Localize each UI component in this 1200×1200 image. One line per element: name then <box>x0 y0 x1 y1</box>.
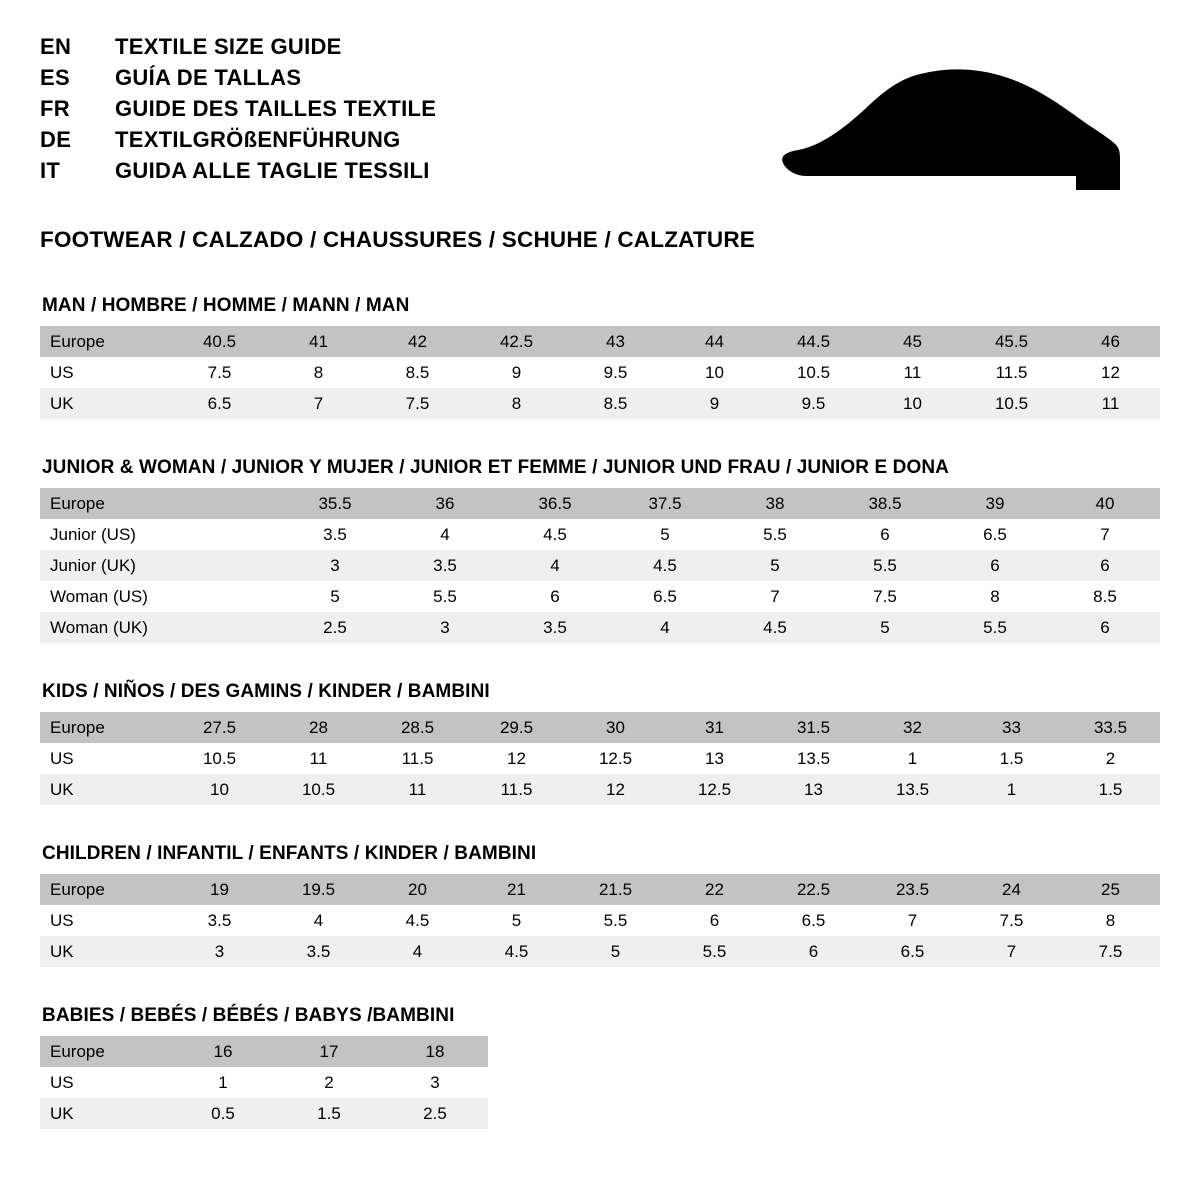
table-row <box>40 519 1160 550</box>
cell: 8.5 <box>1050 581 1160 612</box>
table-row <box>40 326 1160 357</box>
language-code: IT <box>40 158 61 183</box>
cell: 3 <box>390 612 500 643</box>
cell: 11 <box>368 774 467 805</box>
cell: 5.5 <box>665 936 764 967</box>
cell: 5 <box>566 936 665 967</box>
cell: 21 <box>467 874 566 905</box>
table-row <box>40 774 1160 805</box>
cell: 8 <box>1061 905 1160 936</box>
row-label: US <box>40 357 170 388</box>
cell: 7.5 <box>1061 936 1160 967</box>
cell: 12.5 <box>566 743 665 774</box>
section-children <box>40 843 1160 967</box>
cell: 12 <box>467 743 566 774</box>
cell <box>170 488 280 519</box>
cell: 4.5 <box>720 612 830 643</box>
cell: 8 <box>940 581 1050 612</box>
row-label: UK <box>40 1098 170 1129</box>
cell: 31 <box>665 712 764 743</box>
cell: 42.5 <box>467 326 566 357</box>
cell: 4 <box>500 550 610 581</box>
row-label: UK <box>40 774 170 805</box>
language-row <box>40 34 436 60</box>
cell: 11 <box>269 743 368 774</box>
cell: 6.5 <box>764 905 863 936</box>
table-row <box>40 550 1160 581</box>
spacer <box>40 967 1160 1005</box>
cell: 3.5 <box>500 612 610 643</box>
cell: 45.5 <box>962 326 1061 357</box>
cell: 6.5 <box>940 519 1050 550</box>
cell: 36.5 <box>500 488 610 519</box>
cell: 8.5 <box>368 357 467 388</box>
row-label: US <box>40 1067 170 1098</box>
table-row <box>40 612 1160 643</box>
cell: 10.5 <box>269 774 368 805</box>
cell: 2.5 <box>382 1098 488 1129</box>
cell: 6.5 <box>170 388 269 419</box>
cell: 9 <box>665 388 764 419</box>
section-title: JUNIOR & WOMAN / JUNIOR Y MUJER / JUNIOR ET FEMME / JUNIOR UND FRAU / JUNIOR E DONA <box>42 457 950 478</box>
cell: 31.5 <box>764 712 863 743</box>
cell <box>170 550 280 581</box>
cell: 42 <box>368 326 467 357</box>
cell: 8 <box>467 388 566 419</box>
cell: 22 <box>665 874 764 905</box>
cell: 7 <box>720 581 830 612</box>
cell: 38 <box>720 488 830 519</box>
cell: 1 <box>962 774 1061 805</box>
row-label: Junior (US) <box>40 519 170 550</box>
size-table-kids <box>40 712 1160 805</box>
cell: 44 <box>665 326 764 357</box>
row-label: UK <box>40 936 170 967</box>
cell: 13.5 <box>863 774 962 805</box>
cell: 1.5 <box>276 1098 382 1129</box>
page-title: FOOTWEAR / CALZADO / CHAUSSURES / SCHUHE / CALZATURE <box>40 227 755 252</box>
cell: 30 <box>566 712 665 743</box>
cell: 5.5 <box>940 612 1050 643</box>
spacer <box>40 253 1160 295</box>
cell: 7.5 <box>830 581 940 612</box>
cell: 11.5 <box>368 743 467 774</box>
cell: 6.5 <box>610 581 720 612</box>
section-title: KIDS / NIÑOS / DES GAMINS / KINDER / BAMBINI <box>42 681 490 702</box>
cell: 40.5 <box>170 326 269 357</box>
cell: 4.5 <box>368 905 467 936</box>
language-row <box>40 127 436 153</box>
size-table-junior-woman <box>40 488 1160 643</box>
row-label: US <box>40 905 170 936</box>
cell: 4.5 <box>500 519 610 550</box>
table-row <box>40 936 1160 967</box>
cell: 40 <box>1050 488 1160 519</box>
section-babies <box>40 1005 1160 1129</box>
cell: 5 <box>280 581 390 612</box>
cell: 5.5 <box>830 550 940 581</box>
size-table-man <box>40 326 1160 419</box>
cell: 6 <box>665 905 764 936</box>
spacer <box>40 805 1160 843</box>
cell: 37.5 <box>610 488 720 519</box>
section-title: MAN / HOMBRE / HOMME / MANN / MAN <box>42 295 410 316</box>
cell: 2 <box>1061 743 1160 774</box>
table-row <box>40 388 1160 419</box>
cell: 28.5 <box>368 712 467 743</box>
cell: 12 <box>1061 357 1160 388</box>
section-junior-woman <box>40 457 1160 643</box>
cell: 11.5 <box>962 357 1061 388</box>
cell: 12.5 <box>665 774 764 805</box>
table-row <box>40 905 1160 936</box>
cell: 18 <box>382 1036 488 1067</box>
cell: 36 <box>390 488 500 519</box>
cell: 7.5 <box>962 905 1061 936</box>
cell: 23.5 <box>863 874 962 905</box>
language-code: EN <box>40 34 72 59</box>
cell: 10.5 <box>962 388 1061 419</box>
cell <box>170 612 280 643</box>
cell: 32 <box>863 712 962 743</box>
cell: 4 <box>368 936 467 967</box>
cell: 4 <box>610 612 720 643</box>
table-row <box>40 581 1160 612</box>
cell: 3.5 <box>390 550 500 581</box>
cell: 5 <box>610 519 720 550</box>
table-row <box>40 488 1160 519</box>
spacer <box>40 419 1160 457</box>
cell: 5 <box>720 550 830 581</box>
cell: 6 <box>940 550 1050 581</box>
cell: 43 <box>566 326 665 357</box>
table-row <box>40 874 1160 905</box>
table-row <box>40 1036 488 1067</box>
cell: 5 <box>467 905 566 936</box>
row-label: Europe <box>40 874 170 905</box>
cell: 3 <box>170 936 269 967</box>
row-label: Woman (US) <box>40 581 170 612</box>
language-title-list <box>40 34 436 189</box>
cell: 6 <box>764 936 863 967</box>
cell: 5.5 <box>720 519 830 550</box>
cell: 1 <box>863 743 962 774</box>
row-label: Woman (UK) <box>40 612 170 643</box>
page-header <box>40 34 1160 199</box>
cell: 12 <box>566 774 665 805</box>
cell: 4 <box>390 519 500 550</box>
row-label: UK <box>40 388 170 419</box>
cell: 33 <box>962 712 1061 743</box>
cell: 4.5 <box>467 936 566 967</box>
cell: 44.5 <box>764 326 863 357</box>
cell: 1.5 <box>1061 774 1160 805</box>
table-row <box>40 743 1160 774</box>
table-row <box>40 357 1160 388</box>
cell: 9.5 <box>566 357 665 388</box>
cell: 38.5 <box>830 488 940 519</box>
row-label: Europe <box>40 712 170 743</box>
cell: 10 <box>665 357 764 388</box>
cell: 10.5 <box>764 357 863 388</box>
cell: 7 <box>269 388 368 419</box>
size-table-children <box>40 874 1160 967</box>
language-title: GUIDE DES TAILLES TEXTILE <box>115 96 437 121</box>
cell: 5 <box>830 612 940 643</box>
cell: 3.5 <box>170 905 269 936</box>
row-label: Europe <box>40 326 170 357</box>
cell: 9.5 <box>764 388 863 419</box>
cell: 9 <box>467 357 566 388</box>
section-title: CHILDREN / INFANTIL / ENFANTS / KINDER / BAMBINI <box>42 843 537 864</box>
cell: 7.5 <box>368 388 467 419</box>
cell: 3 <box>382 1067 488 1098</box>
cell: 1.5 <box>962 743 1061 774</box>
cell: 46 <box>1061 326 1160 357</box>
cell: 6 <box>500 581 610 612</box>
cell: 33.5 <box>1061 712 1160 743</box>
cell: 41 <box>269 326 368 357</box>
cell: 10 <box>170 774 269 805</box>
cell: 45 <box>863 326 962 357</box>
section-man <box>40 295 1160 419</box>
row-label: Europe <box>40 488 170 519</box>
cell: 6 <box>1050 550 1160 581</box>
cell: 7 <box>1050 519 1160 550</box>
cell: 7 <box>962 936 1061 967</box>
language-title: TEXTILE SIZE GUIDE <box>115 34 342 59</box>
cell: 13.5 <box>764 743 863 774</box>
cell: 19.5 <box>269 874 368 905</box>
language-row <box>40 65 436 91</box>
cell: 13 <box>764 774 863 805</box>
cell: 4.5 <box>610 550 720 581</box>
cell: 28 <box>269 712 368 743</box>
cell: 10.5 <box>170 743 269 774</box>
language-title: GUÍA DE TALLAS <box>115 65 302 90</box>
language-row <box>40 158 436 184</box>
cell: 4 <box>269 905 368 936</box>
cell: 3.5 <box>269 936 368 967</box>
dress-shoe-icon <box>770 64 1130 199</box>
cell: 11 <box>863 357 962 388</box>
cell: 6 <box>830 519 940 550</box>
section-title: BABIES / BEBÉS / BÉBÉS / BABYS /BAMBINI <box>42 1005 455 1026</box>
cell: 27.5 <box>170 712 269 743</box>
cell: 10 <box>863 388 962 419</box>
cell: 3.5 <box>280 519 390 550</box>
cell <box>170 519 280 550</box>
cell: 0.5 <box>170 1098 276 1129</box>
cell: 2.5 <box>280 612 390 643</box>
table-row <box>40 712 1160 743</box>
language-title: TEXTILGRÖßENFÜHRUNG <box>115 127 401 152</box>
row-label: Europe <box>40 1036 170 1067</box>
row-label: US <box>40 743 170 774</box>
cell: 8 <box>269 357 368 388</box>
row-label: Junior (UK) <box>40 550 170 581</box>
cell: 8.5 <box>566 388 665 419</box>
cell: 5.5 <box>566 905 665 936</box>
cell: 11.5 <box>467 774 566 805</box>
cell: 13 <box>665 743 764 774</box>
language-code: DE <box>40 127 72 152</box>
cell: 25 <box>1061 874 1160 905</box>
spacer <box>40 643 1160 681</box>
cell: 24 <box>962 874 1061 905</box>
cell <box>170 581 280 612</box>
cell: 5.5 <box>390 581 500 612</box>
language-title: GUIDA ALLE TAGLIE TESSILI <box>115 158 430 183</box>
cell: 39 <box>940 488 1050 519</box>
cell: 11 <box>1061 388 1160 419</box>
table-row <box>40 1067 488 1098</box>
table-row <box>40 1098 488 1129</box>
cell: 1 <box>170 1067 276 1098</box>
cell: 20 <box>368 874 467 905</box>
language-row <box>40 96 436 122</box>
cell: 35.5 <box>280 488 390 519</box>
section-kids <box>40 681 1160 805</box>
cell: 29.5 <box>467 712 566 743</box>
language-code: FR <box>40 96 70 121</box>
cell: 3 <box>280 550 390 581</box>
cell: 16 <box>170 1036 276 1067</box>
cell: 7.5 <box>170 357 269 388</box>
cell: 6.5 <box>863 936 962 967</box>
cell: 2 <box>276 1067 382 1098</box>
cell: 17 <box>276 1036 382 1067</box>
cell: 21.5 <box>566 874 665 905</box>
cell: 19 <box>170 874 269 905</box>
cell: 22.5 <box>764 874 863 905</box>
language-code: ES <box>40 65 70 90</box>
cell: 7 <box>863 905 962 936</box>
cell: 6 <box>1050 612 1160 643</box>
size-table-babies <box>40 1036 488 1129</box>
